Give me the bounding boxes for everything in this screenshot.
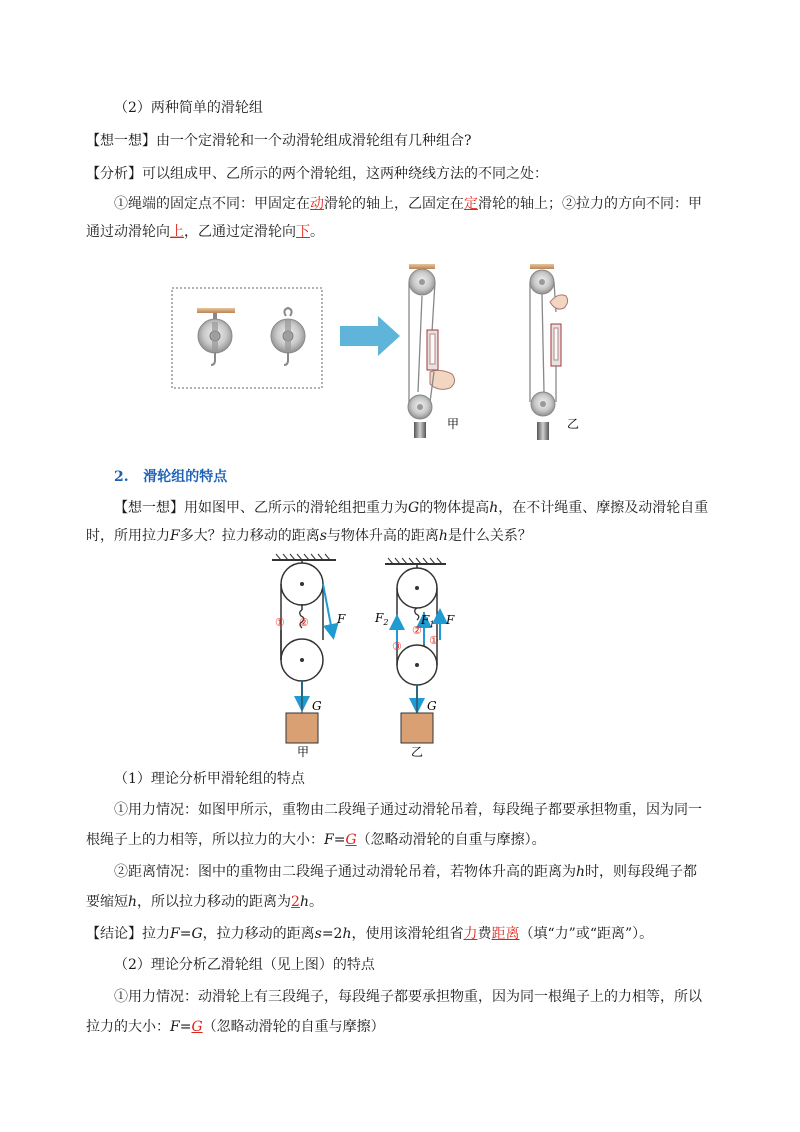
fixed-pulley-photo bbox=[197, 308, 235, 365]
label-G: G bbox=[312, 699, 322, 713]
think-label: 【想一想】 bbox=[114, 500, 184, 516]
think-question-line-1 bbox=[0, 498, 800, 518]
text-run: 拉力 bbox=[142, 926, 170, 942]
text-run: 多大？拉力移动的距离 bbox=[179, 528, 320, 544]
symbol-h: h bbox=[576, 864, 586, 880]
text-run: 用如图甲、乙所示的滑轮组把重力为 bbox=[184, 500, 408, 516]
text-run: 与物体升高的距离 bbox=[326, 528, 439, 544]
rope-number-2: ② bbox=[299, 616, 309, 629]
text-run: 时，则每段绳子都 bbox=[585, 864, 698, 880]
conclusion-label: 【结论】 bbox=[86, 926, 142, 942]
answer-blank: 力 bbox=[463, 926, 478, 942]
text-run: ，在不计绳重、摩擦及动滑轮自重 bbox=[498, 500, 709, 516]
text-run: 通过动滑轮向 bbox=[86, 224, 170, 240]
answer-blank: 定 bbox=[464, 196, 478, 212]
pulley-setup-jia-photo bbox=[408, 264, 455, 438]
symbol-F: F bbox=[170, 1019, 180, 1035]
pulley-setup-yi-photo bbox=[530, 264, 568, 440]
analysis-jia-p2b bbox=[0, 892, 800, 912]
analysis-text: 可以组成甲、乙所示的两个滑轮组，这两种绕线方法的不同之处： bbox=[142, 166, 548, 182]
text-run: 滑轮的轴上，乙固定在 bbox=[324, 196, 464, 212]
answer-blank: G bbox=[191, 1019, 203, 1035]
section-heading bbox=[114, 466, 227, 486]
equals-sign: = bbox=[179, 1019, 192, 1035]
pulley-photo-figure bbox=[0, 252, 800, 452]
diagram-label-jia: 甲 bbox=[297, 745, 310, 759]
answer-blank: 距离 bbox=[491, 926, 520, 942]
text-run: 费 bbox=[477, 926, 492, 942]
text-run: 根绳子上的力相等，所以拉力的大小： bbox=[86, 832, 324, 848]
label-F-yi: F bbox=[446, 613, 455, 627]
symbol-h: h bbox=[438, 528, 448, 544]
text-run: ，乙通过定滑轮向 bbox=[184, 224, 296, 240]
right-arrow-icon bbox=[340, 316, 400, 356]
symbol-F: F bbox=[170, 528, 180, 544]
text-run: ，使用该滑轮组省 bbox=[351, 926, 464, 942]
analysis-label: 【分析】 bbox=[86, 166, 142, 182]
analysis-jia-p2a bbox=[0, 862, 800, 882]
rope-number-3-yi: ③ bbox=[392, 640, 402, 653]
symbol-s: s bbox=[319, 528, 327, 544]
analysis-paragraph-1 bbox=[0, 194, 800, 214]
text-run: 的物体提高 bbox=[419, 500, 490, 516]
label-F: F bbox=[337, 612, 346, 626]
schematic-jia bbox=[272, 554, 336, 743]
text-run: 要缩短 bbox=[86, 894, 128, 910]
text-run: ②距离情况：图中的重物由二段绳子通过动滑轮吊着，若物体升高的距离为 bbox=[114, 864, 576, 880]
diagram-label-yi: 乙 bbox=[411, 745, 424, 759]
symbol-h: h bbox=[489, 500, 499, 516]
think-label: 【想一想】 bbox=[86, 133, 156, 149]
text-run: ，所以拉力移动的距离为 bbox=[137, 894, 292, 910]
answer-blank: 上 bbox=[170, 224, 184, 240]
text-run: 。 bbox=[308, 894, 323, 910]
label-F2: $F_2$ bbox=[375, 611, 389, 627]
section-2-title: （2）两种简单的滑轮组 bbox=[114, 100, 263, 116]
movable-pulley-photo bbox=[271, 308, 305, 365]
text-run: ，拉力移动的距离 bbox=[202, 926, 315, 942]
symbol-F: F bbox=[324, 832, 334, 848]
answer-blank: G bbox=[345, 832, 357, 848]
photo-label-jia: 甲 bbox=[447, 417, 460, 431]
symbol-G: G bbox=[408, 500, 420, 516]
text-run: ①绳端的固定点不同：甲固定在 bbox=[114, 196, 310, 212]
text-run: 滑轮的轴上；②拉力的方向不同：甲 bbox=[478, 196, 702, 212]
analysis-yi-p1b bbox=[0, 1017, 800, 1037]
rope-number-2-yi: ② bbox=[412, 624, 422, 637]
answer-blank: 动 bbox=[310, 196, 324, 212]
symbol-h: h bbox=[299, 894, 309, 910]
text-run: （忽略动滑轮的自重与摩擦）。 bbox=[356, 832, 546, 848]
analysis-line bbox=[0, 164, 800, 184]
answer-blank: 2 bbox=[291, 894, 300, 910]
analysis-jia-p1b bbox=[0, 830, 800, 850]
heading-number: 2. bbox=[114, 469, 129, 485]
text-run: 。 bbox=[310, 224, 324, 240]
think-text: 由一个定滑轮和一个动滑轮组成滑轮组有几种组合? bbox=[156, 133, 472, 149]
heading-text: 滑轮组的特点 bbox=[143, 469, 228, 485]
text-run: =2 bbox=[321, 926, 343, 942]
rope-number-1: ① bbox=[275, 616, 285, 629]
text-run: 拉力的大小： bbox=[86, 1019, 170, 1035]
analysis-jia-title: （1）理论分析甲滑轮组的特点 bbox=[114, 771, 305, 787]
conclusion-line bbox=[0, 924, 800, 944]
symbol-s: s bbox=[314, 926, 322, 942]
text-run: （忽略动滑轮的自重与摩擦） bbox=[202, 1019, 385, 1035]
text-run: 时，所用拉力 bbox=[86, 528, 170, 544]
answer-blank: 下 bbox=[296, 224, 310, 240]
label-G-yi: G bbox=[427, 699, 437, 713]
analysis-jia-p1a: ①用力情况：如图甲所示，重物由二段绳子通过动滑轮吊着，每段绳子都要承担物重，因为同一 bbox=[114, 802, 702, 818]
label-F1: $F_1$ bbox=[421, 613, 435, 629]
rope-number-1-yi: ① bbox=[429, 634, 439, 647]
formula: F=G bbox=[170, 926, 203, 942]
analysis-paragraph-2 bbox=[0, 222, 800, 242]
photo-label-yi: 乙 bbox=[567, 417, 580, 431]
think-question-line-2 bbox=[0, 526, 800, 546]
text-run: （填“力”或“距离”）。 bbox=[519, 926, 654, 942]
symbol-h: h bbox=[128, 894, 138, 910]
symbol-h: h bbox=[342, 926, 352, 942]
equals-sign: = bbox=[333, 832, 346, 848]
analysis-yi-title: （2）理论分析乙滑轮组（见上图）的特点 bbox=[114, 957, 375, 973]
analysis-yi-p1a: ①用力情况：动滑轮上有三段绳子，每段绳子都要承担物重，因为同一根绳子上的力相等，所以 bbox=[114, 989, 702, 1005]
text-run: 是什么关系？ bbox=[447, 528, 532, 544]
think-line bbox=[0, 131, 800, 151]
pulley-schematic-figure bbox=[0, 550, 800, 760]
